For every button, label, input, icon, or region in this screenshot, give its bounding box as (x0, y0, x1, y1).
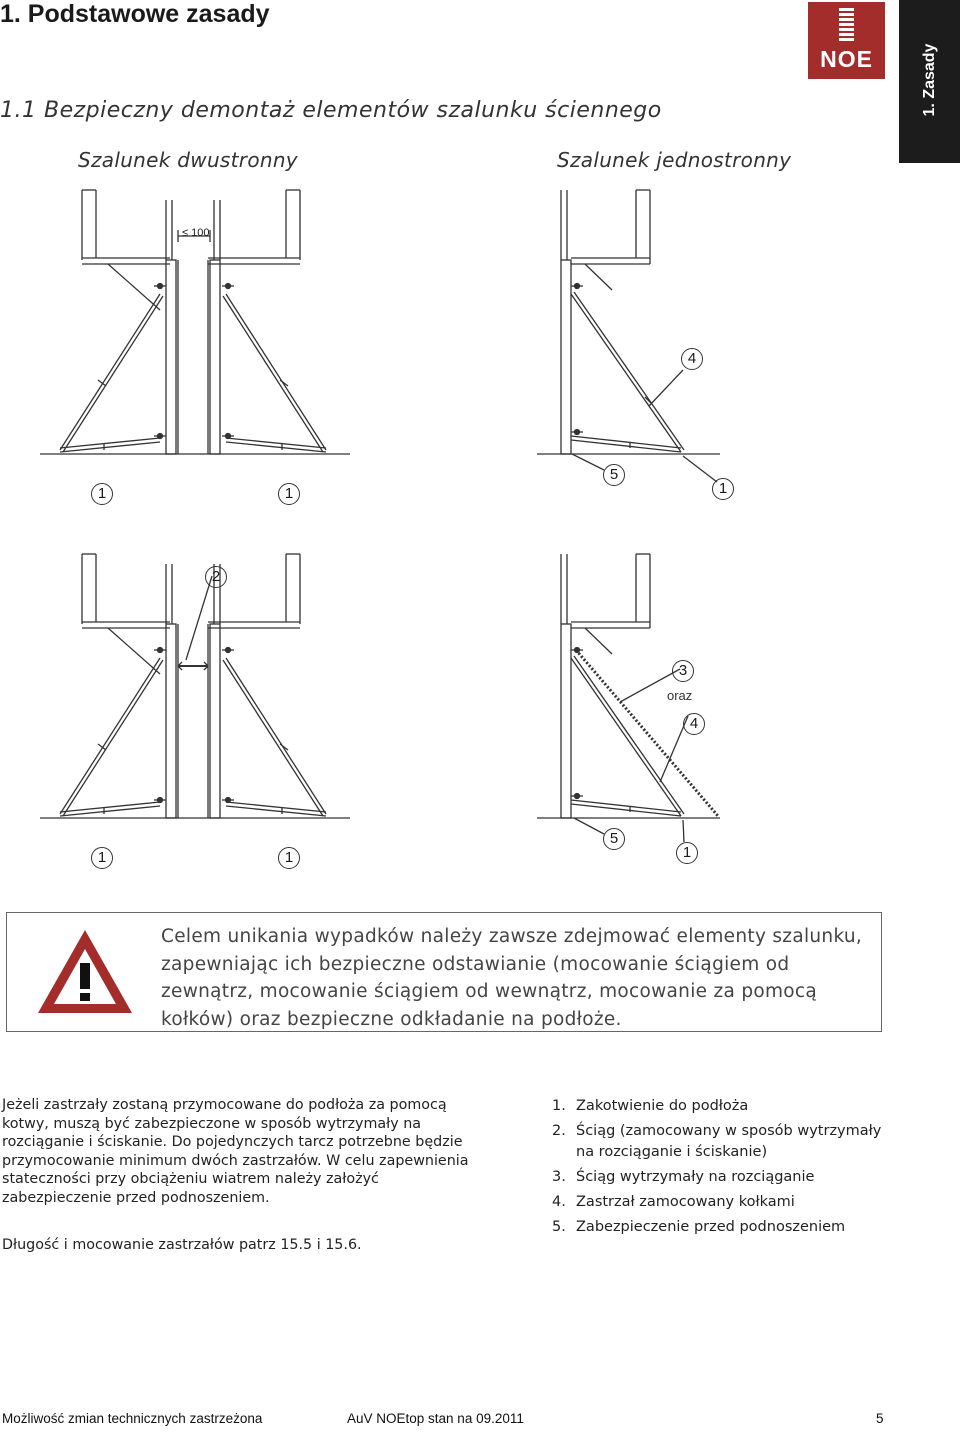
callout-2: 2 (205, 566, 227, 588)
callout-1: 1 (278, 483, 300, 505)
page-title: 1. Podstawowe zasady (0, 0, 270, 28)
chapter-tab-label: 1. Zasady (920, 43, 938, 117)
callout-1: 1 (278, 847, 300, 869)
list-item: 2. Ściąg (zamocowany w sposób wytrzymały na rozciąganie i ściskanie) (552, 1123, 882, 1160)
chapter-tab[interactable] (899, 0, 960, 163)
list-item: 5. Zabezpieczenie przed podnoszeniem (552, 1219, 846, 1235)
callout-1: 1 (91, 847, 113, 869)
caption-double-sided: Szalunek dwustronny (78, 148, 298, 172)
legend-list (552, 1096, 932, 1242)
body-reference: Długość i mocowanie zastrzałów patrz 15.5 i 15.6. (2, 1237, 362, 1253)
section-title: 1.1 Bezpieczny demontaż elementów szalunku ściennego (0, 98, 662, 123)
single-sided-top (537, 190, 720, 482)
dimension-label: ≤ 100 (182, 227, 210, 239)
warning-text: Celem unikania wypadków należy zawsze zdejmować elementy szalunku, zapewniając ich bezpieczne odstawianie (mocowanie ściągiem od zewnątrz, mocowanie ściągiem od wewnątrz, mocowanie za pomocą kołków) oraz bezpieczne odkładanie na podłoże. (161, 926, 863, 1030)
noe-logo (808, 2, 885, 79)
list-item: 1. Zakotwienie do podłoża (552, 1098, 749, 1114)
list-item: 4. Zastrzał zamocowany kołkami (552, 1194, 795, 1210)
footer-disclaimer: Możliwość zmian technicznych zastrzeżona (2, 1411, 263, 1426)
callout-5: 5 (603, 828, 625, 850)
warning-box (6, 912, 882, 1032)
callout-4: 4 (681, 348, 703, 370)
callout-4: 4 (683, 713, 705, 735)
callout-3: 3 (672, 660, 694, 682)
caption-single-sided: Szalunek jednostronny (557, 148, 792, 172)
callout-1: 1 (676, 842, 698, 864)
logo-text: NOE (820, 46, 873, 72)
oraz-label: oraz (667, 688, 693, 703)
page-number: 5 (876, 1411, 884, 1426)
callout-1: 1 (712, 478, 734, 500)
single-sided-bottom (537, 554, 720, 842)
formwork-diagram (0, 180, 960, 880)
double-sided-bottom (40, 554, 350, 818)
footer-version: AuV NOEtop stan na 09.2011 (347, 1411, 524, 1426)
warning-triangle-icon (35, 927, 135, 1017)
callout-5: 5 (603, 464, 625, 486)
callout-1: 1 (91, 483, 113, 505)
body-paragraph: Jeżeli zastrzały zostaną przymocowane do podłoża za pomocą kotwy, muszą być zabezpieczone w sposób wytrzymały na rozciąganie i ściskanie. Do pojedynczych tarcz potrzebne będzie przymocowanie minimum dwóch zastrzałów. W celu zapewnienia stateczności przy obciążeniu wiatrem należy założyć zabezpieczenie przed podnoszeniem. (2, 1097, 469, 1206)
list-item: 3. Ściąg wytrzymały na rozciąganie (552, 1169, 815, 1185)
